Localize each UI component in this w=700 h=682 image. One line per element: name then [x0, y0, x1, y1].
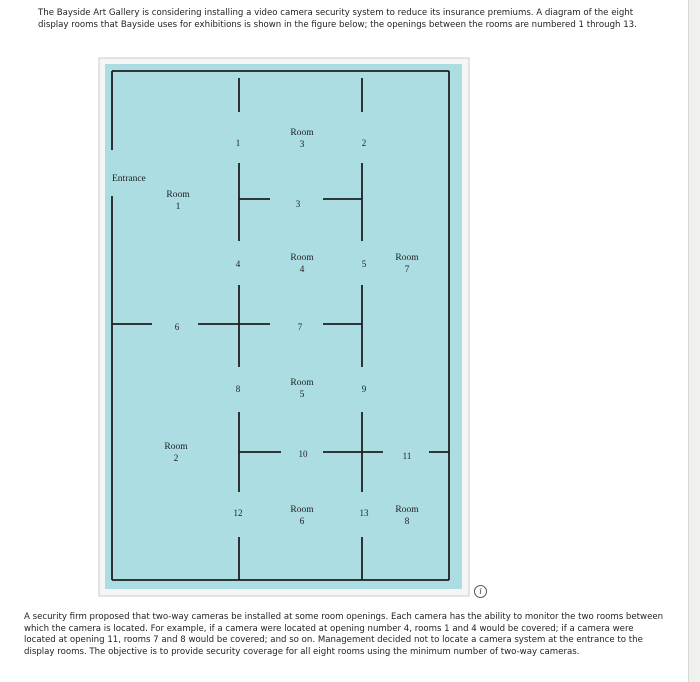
opening-12: 12 [233, 508, 243, 518]
room-1-label: Room [166, 190, 190, 200]
room-7-number: 7 [404, 265, 410, 275]
opening-10: 10 [298, 449, 308, 459]
opening-11: 11 [402, 451, 412, 461]
opening-6: 6 [174, 322, 180, 332]
room-4-label: Room [290, 253, 314, 263]
problem-intro: The Bayside Art Gallery is considering installing a video camera security system to reduce its insurance premiums. A diagram of the eight display rooms that Bayside uses for exhibitions is shown in the figure below; the openings between the rooms are numbered 1 through 13. [38, 8, 637, 30]
room-3-label: Room [290, 128, 314, 138]
room-8-label: Room [395, 505, 419, 515]
opening-9: 9 [361, 384, 367, 394]
room-7-label: Room [395, 253, 419, 263]
info-icon[interactable]: i [474, 585, 487, 598]
room-3-number: 3 [299, 140, 305, 150]
opening-5: 5 [361, 259, 367, 269]
room-6-label: Room [290, 505, 314, 515]
opening-3: 3 [295, 199, 301, 209]
room-5-number: 5 [299, 390, 305, 400]
opening-13: 13 [359, 508, 369, 518]
room-2-number: 2 [173, 454, 179, 464]
opening-1: 1 [235, 138, 241, 148]
room-6-number: 6 [299, 517, 305, 527]
room-1-number: 1 [175, 202, 181, 212]
room-4-number: 4 [299, 265, 305, 275]
problem-footer: A security firm proposed that two-way cameras be installed at some room openings. Each camera has the ability to monitor the two rooms between which the camera is located. For example, if a camera were located at opening number 4, rooms 1 and 4 would be covered; if a camera were located at opening 11, rooms 7 and 8 would be covered; and so on. Management decided not to locate a camera system at the entrance to the display rooms. The objective is to provide security coverage for all eight rooms using the minimum number of two-way cameras. [24, 612, 664, 657]
opening-7: 7 [297, 322, 303, 332]
opening-2: 2 [361, 138, 367, 148]
opening-8: 8 [235, 384, 241, 394]
opening-4: 4 [235, 259, 241, 269]
room-2-label: Room [164, 442, 188, 452]
room-5-label: Room [290, 378, 314, 388]
entrance-label: Entrance [112, 174, 146, 184]
room-8-number: 8 [404, 517, 410, 527]
